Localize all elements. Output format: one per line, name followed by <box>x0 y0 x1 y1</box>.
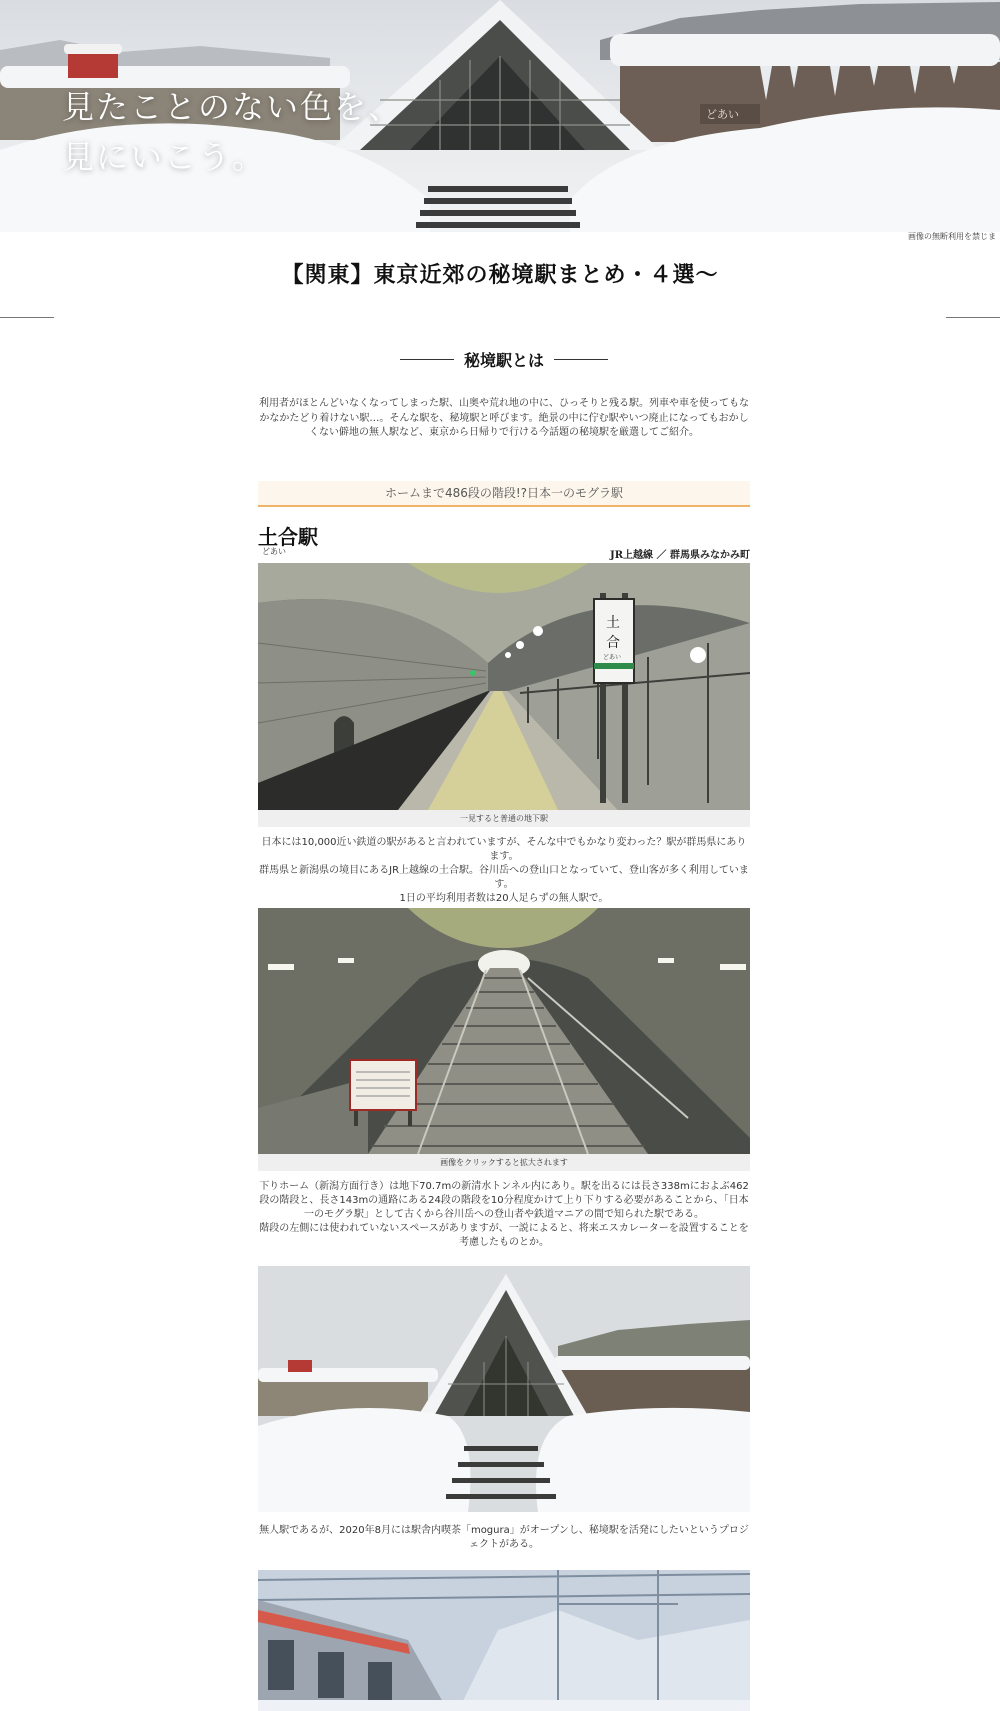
station-text1 <box>258 836 750 906</box>
station-text2-para1: 下りホーム（新潟方面行き）は地下70.7mの新清水トンネル内にあり。駅を出るには長さ338mにおよぶ462段の階段と、長さ143mの通路にある24段の階段を10分程度かけて上り下りする必要があることから、「日本一のモグラ駅」として古くから谷川岳への登山者や鉄道マニアの間で知られた駅である。 <box>259 1181 749 1220</box>
hero-station-sign: どあい <box>706 109 739 121</box>
station-text3: 無人駅であるが、2020年8月には駅舎内喫茶「mogura」がオープンし、秘境駅を活発にしたいというプロジェクトがある。 <box>259 1525 749 1550</box>
section-heading-text: 秘境駅とは <box>463 351 544 370</box>
station-line-location: JR上越線 ／ 群馬県みなかみ町 <box>609 550 750 561</box>
station-text1-line1: 日本には10,000近い鉄道の駅があると言われていますが、そんな中でもかなり変わった？駅が群馬県にあります。 <box>261 837 747 862</box>
heading-rule-right <box>554 359 608 360</box>
platform-illustration <box>258 563 750 810</box>
station-text2-para2: 階段の左側には使われていないスペースがありますが、一説によると、将来エスカレーターを設置することを考慮したものとか。 <box>259 1223 749 1248</box>
stairs-illustration <box>258 908 750 1154</box>
station-subtitle: ホームまで486段の階段!?日本一のモグラ駅 <box>258 481 750 507</box>
heading-rule-left <box>400 359 454 360</box>
hero-copy-line2: 見にいこう。 <box>62 138 267 176</box>
station-sign-kana: どあい <box>603 654 622 661</box>
section-intro: 利用者がほとんどいなくなってしまった駅、山奥や荒れ地の中に、ひっそりと残る駅。列車や車を使ってもなかなかたどり着けない駅…。そんな駅を、秘境駅と呼びます。絶景の中に佇む駅やいつ廃止になってもおかしくない僻地の無人駅など、東京から日帰りで行ける今話題の秘境駅を厳選してご紹介。 <box>259 398 749 438</box>
station-ruby: どあい <box>262 547 286 556</box>
station-text1-line2: 群馬県と新潟県の境目にあるJR上越線の土合駅。谷川岳への登山口となっていて、登山客が多く利用しています。 <box>259 865 749 890</box>
hero-banner <box>0 0 1000 232</box>
photo-snow-train[interactable] <box>258 1570 750 1711</box>
section-heading <box>400 348 608 371</box>
photo-platform[interactable] <box>258 563 750 810</box>
hero-catchcopy <box>62 82 402 182</box>
photo2-caption: 画像をクリックすると拡大されます <box>258 1154 750 1171</box>
station-sign-kanji1: 土 <box>606 615 620 631</box>
hero-copy-line1: 見たことのない色を、 <box>62 88 403 126</box>
station-name: 土合駅 <box>258 525 318 549</box>
photo-stairs[interactable] <box>258 908 750 1154</box>
copyright-notice: 画像の無断利用を禁じま <box>908 232 996 241</box>
page-title: 【関東】東京近郊の秘境駅まとめ・４選〜 <box>281 263 719 288</box>
station-sign-kanji2: 合 <box>606 635 620 651</box>
station-building-illustration <box>258 1266 750 1512</box>
station-text1-line3: 1日の平均利用者数は20人足らずの無人駅で。 <box>399 893 609 904</box>
photo1-caption: 一見すると普通の地下駅 <box>258 810 750 827</box>
photo-station-building[interactable] <box>258 1266 750 1512</box>
left-divider <box>0 317 54 318</box>
station-text2 <box>258 1180 750 1250</box>
right-divider <box>946 317 1000 318</box>
snow-train-illustration <box>258 1570 750 1711</box>
